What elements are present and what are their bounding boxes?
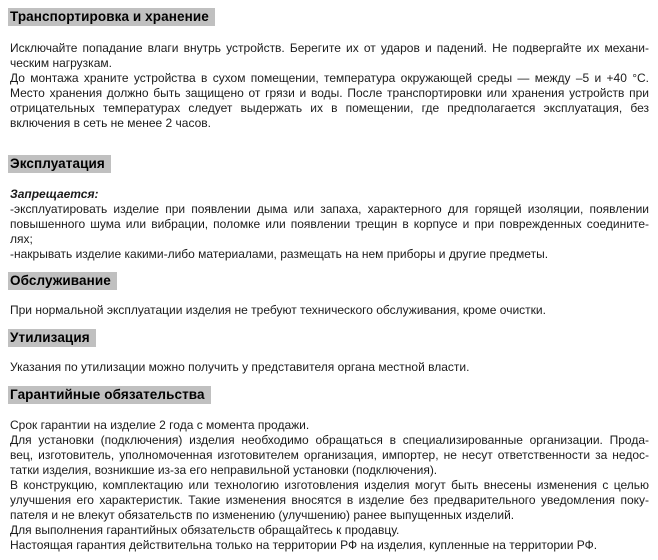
text-line: Для установки (подключения) изделия необходимо обращаться в специализированные организации. Прода- xyxy=(10,433,649,447)
section-transport-storage xyxy=(10,8,649,131)
section-heading: Транспортировка и хранение xyxy=(8,8,215,26)
text-line: татки изделия, возникшие из-за его неправильной установки (подключения). xyxy=(10,463,438,477)
text-line: улучшения его характеристик. Такие изменения вносятся в изделие без предварительного уведомления поку- xyxy=(10,493,649,507)
text-line: включения в сеть не менее 2 часов. xyxy=(10,116,211,130)
text-line: -эксплуатировать изделие при появлении дыма или запаха, характерного для горящей изоляции, появлении xyxy=(10,202,649,216)
text-line: -накрывать изделие какими-либо материалами, размещать на нем приборы и другие предметы. xyxy=(10,247,549,261)
section-disposal xyxy=(10,329,649,375)
paragraph xyxy=(10,418,649,553)
text-line: Исключайте попадание влаги внутрь устройств. Берегите их от ударов и падений. Не подвергайте их механи- xyxy=(10,41,649,55)
section-operation xyxy=(10,155,649,262)
section-maintenance xyxy=(10,272,649,318)
text-line: Срок гарантии на изделие 2 года с момента продажи. xyxy=(10,418,310,432)
paragraph xyxy=(10,41,649,131)
section-heading-row xyxy=(10,8,649,26)
text-line: Настоящая гарантия действительна только на территории РФ на изделия, купленные на территории РФ. xyxy=(10,538,598,552)
section-heading: Гарантийные обязательства xyxy=(8,386,211,404)
section-warranty xyxy=(10,386,649,553)
text-line: ческим нагрузкам. xyxy=(10,56,112,70)
section-heading-row xyxy=(10,272,649,290)
section-heading-row xyxy=(10,155,649,173)
text-line: При нормальной эксплуатации изделия не требуют технического обслуживания, кроме очистки. xyxy=(10,303,546,317)
section-heading-row xyxy=(10,329,649,347)
text-line: До монтажа храните устройства в сухом помещении, температура окружающей среды — между –5 и +40 °C. xyxy=(10,71,649,85)
paragraph xyxy=(10,303,649,318)
text-line: повышенного шума или вибрации, поломке или появлении трещин в корпусе и при поврежденных соедините- xyxy=(10,217,649,231)
section-heading: Эксплуатация xyxy=(8,155,111,173)
text-line: отрицательных температурах следует выдержать их в помещении, где предполагается эксплуатация, без xyxy=(10,101,649,115)
paragraph xyxy=(10,202,649,262)
section-heading: Утилизация xyxy=(8,329,96,347)
prohibited-subheading: Запрещается: xyxy=(10,187,99,201)
section-heading-row xyxy=(10,386,649,404)
text-line: лях; xyxy=(10,232,33,246)
text-line: Для выполнения гарантийных обязательств обращайтесь к продавцу. xyxy=(10,523,400,537)
text-line: В конструкцию, комплектацию или технологию изготовления изделия могут быть внесены изменения с целью xyxy=(10,478,649,492)
text-line: Место хранения должно быть защищено от грязи и воды. После транспортировки или хранения устройств при xyxy=(10,86,649,100)
text-line: вец, изготовитель, уполномоченная изготовителем организация, импортер, не несут ответственности за недос- xyxy=(10,448,649,462)
section-heading: Обслуживание xyxy=(8,272,117,290)
text-line: Указания по утилизации можно получить у представителя органа местной власти. xyxy=(10,360,470,374)
text-line: пателя и не влекут обязательств по изменению (улучшению) ранее выпущенных изделий. xyxy=(10,508,515,522)
paragraph xyxy=(10,360,649,375)
